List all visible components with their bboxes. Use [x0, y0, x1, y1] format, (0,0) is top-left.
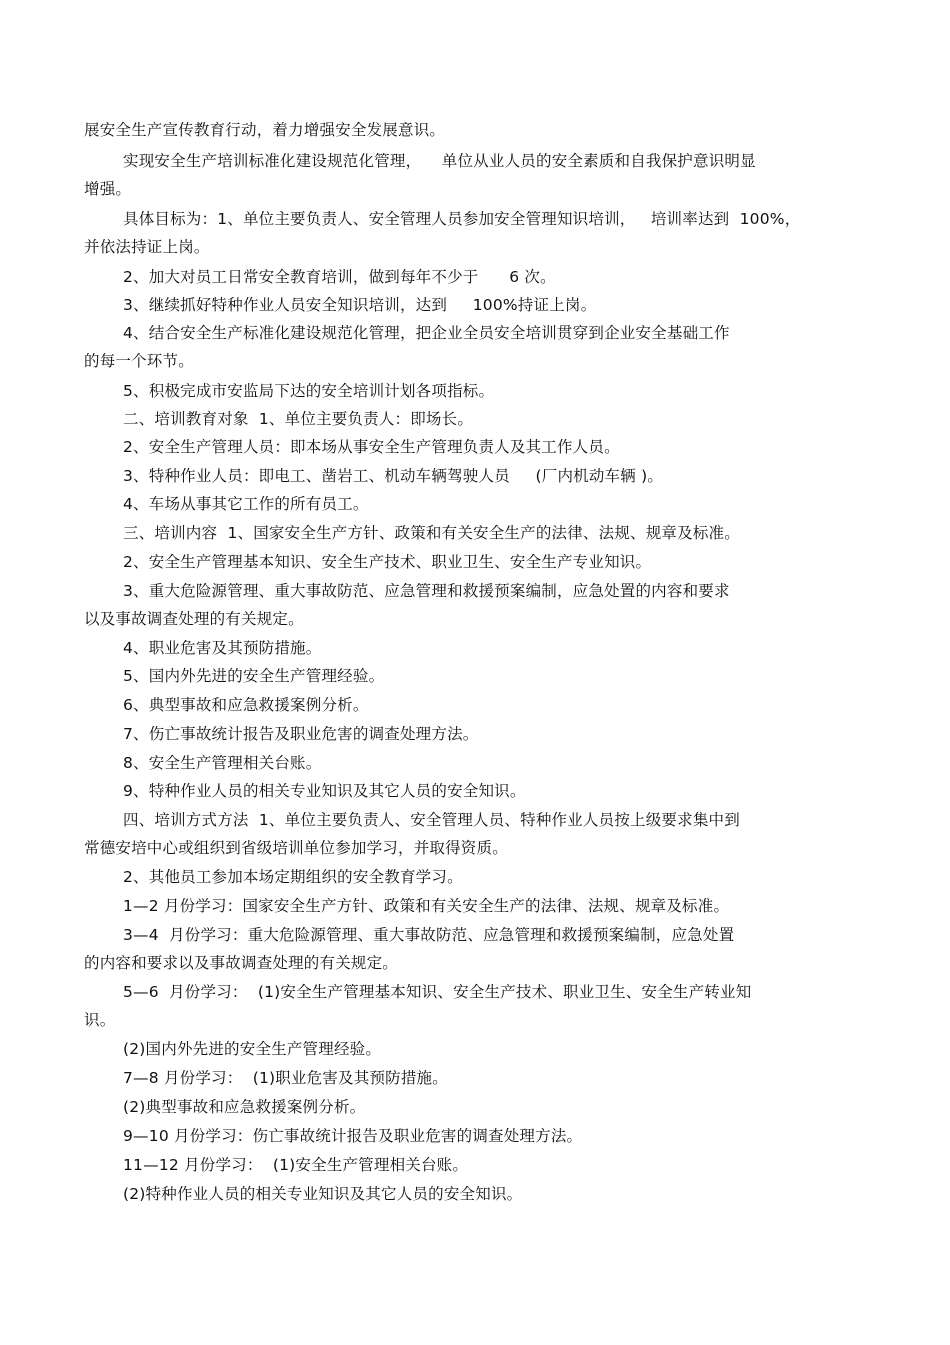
text-line: 3、继续抓好特种作业人员安全知识培训，达到 100%持证上岗。: [123, 296, 597, 314]
text-line: 四、培训方式方法 1、单位主要负责人、安全管理人员、特种作业人员按上级要求集中到: [123, 811, 740, 829]
text-line: 增强。: [84, 180, 132, 198]
text-line: 具体目标为：1、单位主要负责人、安全管理人员参加安全管理知识培训， 培训率达到 100%，: [123, 210, 801, 228]
text-line: 的内容和要求以及事故调查处理的有关规定。: [84, 954, 399, 972]
text-line: 展安全生产宣传教育行动，着力增强安全发展意识。: [84, 121, 446, 139]
text-line: 7—8 月份学习： (1)职业危害及其预防措施。: [123, 1069, 448, 1087]
text-line: 4、车场从事其它工作的所有员工。: [123, 495, 369, 513]
text-line: 实现安全生产培训标准化建设规范化管理， 单位从业人员的安全素质和自我保护意识明显: [123, 152, 756, 170]
text-line: 3、特种作业人员：即电工、凿岩工、机动车辆驾驶人员 (厂内机动车辆 )。: [123, 467, 664, 485]
text-line: 并依法持证上岗。: [84, 238, 210, 256]
text-line: 4、结合安全生产标准化建设规范化管理，把企业全员安全培训贯穿到企业安全基础工作: [123, 324, 730, 342]
text-line: 11—12 月份学习： (1)安全生产管理相关台账。: [123, 1156, 469, 1174]
text-line: 3、重大危险源管理、重大事故防范、应急管理和救援预案编制，应急处置的内容和要求: [123, 582, 730, 600]
text-line: (2)国内外先进的安全生产管理经验。: [123, 1040, 382, 1058]
text-line: (2)特种作业人员的相关专业知识及其它人员的安全知识。: [123, 1185, 523, 1203]
text-line: 5、国内外先进的安全生产管理经验。: [123, 667, 385, 685]
text-line: 三、培训内容 1、国家安全生产方针、政策和有关安全生产的法律、法规、规章及标准。: [123, 524, 740, 542]
text-line: 4、职业危害及其预防措施。: [123, 639, 322, 657]
text-line: 8、安全生产管理相关台账。: [123, 754, 322, 772]
text-line: 9—10 月份学习：伤亡事故统计报告及职业危害的调查处理方法。: [123, 1127, 583, 1145]
text-line: 2、安全生产管理人员：即本场从事安全生产管理负责人及其工作人员。: [123, 438, 620, 456]
text-line: 5—6 月份学习： (1)安全生产管理基本知识、安全生产技术、职业卫生、安全生产转业知: [123, 983, 752, 1001]
text-line: 1—2 月份学习：国家安全生产方针、政策和有关安全生产的法律、法规、规章及标准。: [123, 897, 730, 915]
text-line: 2、加大对员工日常安全教育培训，做到每年不少于 6 次。: [123, 268, 556, 286]
text-line: 二、培训教育对象 1、单位主要负责人：即场长。: [123, 410, 474, 428]
text-line: 的每一个环节。: [84, 352, 194, 370]
text-line: 7、伤亡事故统计报告及职业危害的调查处理方法。: [123, 725, 479, 743]
text-line: 2、安全生产管理基本知识、安全生产技术、职业卫生、安全生产专业知识。: [123, 553, 652, 571]
text-line: 以及事故调查处理的有关规定。: [84, 610, 304, 628]
text-line: 5、积极完成市安监局下达的安全培训计划各项指标。: [123, 382, 495, 400]
text-line: 常德安培中心或组织到省级培训单位参加学习，并取得资质。: [84, 839, 508, 857]
text-line: 识。: [84, 1011, 116, 1029]
text-line: 6、典型事故和应急救援案例分析。: [123, 696, 369, 714]
text-line: 9、特种作业人员的相关专业知识及其它人员的安全知识。: [123, 782, 526, 800]
text-line: 3—4 月份学习：重大危险源管理、重大事故防范、应急管理和救援预案编制，应急处置: [123, 926, 735, 944]
text-line: 2、其他员工参加本场定期组织的安全教育学习。: [123, 868, 463, 886]
text-line: (2)典型事故和应急救援案例分析。: [123, 1098, 366, 1116]
